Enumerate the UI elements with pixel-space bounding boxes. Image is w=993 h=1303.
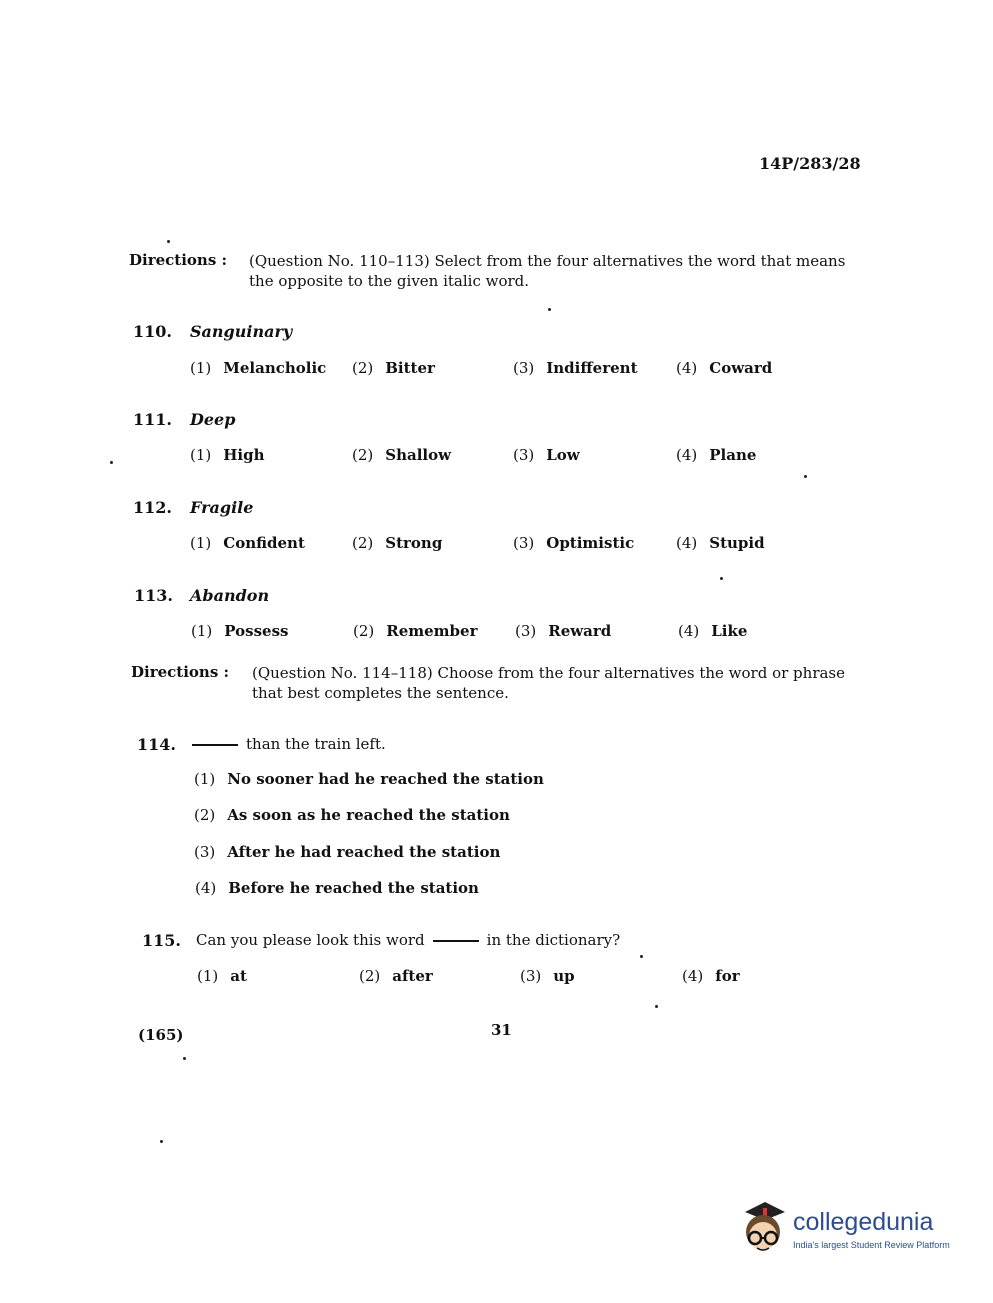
option[interactable]: [194, 806, 510, 824]
option-text: Plane: [709, 446, 757, 464]
answer-blank: [433, 940, 479, 942]
option-text: Stupid: [709, 534, 765, 552]
option[interactable]: [676, 359, 772, 377]
question-word: Fragile: [190, 498, 254, 517]
option-number: (4): [195, 879, 217, 897]
answer-blank: [192, 744, 238, 746]
option-text: for: [715, 967, 740, 985]
stem-text-before: Can you please look this word: [196, 931, 425, 949]
option-text: No sooner had he reached the station: [227, 770, 544, 788]
option-number: (1): [194, 770, 216, 788]
option-number: (2): [353, 622, 375, 640]
page-number: 31: [491, 1021, 512, 1039]
paper-code: 14P/283/28: [759, 154, 861, 173]
option-text: Optimistic: [546, 534, 635, 552]
directions-text-2: (Question No. 114–118) Choose from the four alternatives the word or phrase that best completes the sentence.: [252, 664, 846, 702]
option[interactable]: [676, 534, 765, 552]
collegedunia-logo: [735, 1198, 965, 1258]
option-number: (3): [515, 622, 537, 640]
option[interactable]: [513, 359, 638, 377]
option-number: (1): [190, 534, 212, 552]
option[interactable]: [190, 446, 265, 464]
question-number: 112.: [133, 498, 172, 517]
question-number: 113.: [134, 586, 173, 605]
scan-speck: [548, 308, 551, 311]
question-word: Sanguinary: [190, 322, 293, 341]
question-number: 114.: [137, 735, 176, 754]
option-number: (1): [197, 967, 219, 985]
option[interactable]: [352, 534, 442, 552]
question-stem: [196, 931, 620, 949]
question-number: 115.: [142, 931, 181, 950]
option-number: (3): [513, 534, 535, 552]
option-text: Possess: [224, 622, 289, 640]
option[interactable]: [513, 446, 580, 464]
option[interactable]: [682, 967, 740, 985]
scan-speck: [160, 1140, 163, 1143]
scan-speck: [110, 461, 113, 464]
option-text: Like: [711, 622, 748, 640]
scan-speck: [804, 475, 807, 478]
option-text: After he had reached the station: [227, 843, 501, 861]
option-number: (2): [194, 806, 216, 824]
option-number: (4): [682, 967, 704, 985]
directions-label-1: Directions :: [129, 251, 228, 269]
option-text: Remember: [386, 622, 478, 640]
option[interactable]: [190, 359, 326, 377]
scan-speck: [640, 955, 643, 958]
option[interactable]: [515, 622, 611, 640]
option-number: (1): [191, 622, 213, 640]
option-number: (2): [352, 446, 374, 464]
option-number: (3): [513, 446, 535, 464]
question-number: 110.: [133, 322, 172, 341]
option[interactable]: [190, 534, 305, 552]
option-text: Melancholic: [223, 359, 327, 377]
directions-label-2: Directions :: [131, 663, 230, 681]
logo-name: collegedunia: [793, 1208, 934, 1236]
scan-speck: [720, 577, 723, 580]
option-text: Before he reached the station: [228, 879, 479, 897]
scan-speck: [655, 1005, 658, 1008]
option-text: after: [392, 967, 433, 985]
option[interactable]: [191, 622, 288, 640]
option-text: Reward: [548, 622, 612, 640]
scan-speck: [167, 240, 170, 243]
option-number: (3): [520, 967, 542, 985]
option-text: Coward: [709, 359, 773, 377]
option[interactable]: [194, 843, 500, 861]
option[interactable]: [520, 967, 575, 985]
option-number: (4): [676, 446, 698, 464]
option-number: (1): [190, 359, 212, 377]
option-text: High: [223, 446, 265, 464]
option-number: (1): [190, 446, 212, 464]
option-number: (2): [352, 534, 374, 552]
scan-speck: [183, 1057, 186, 1060]
option[interactable]: [194, 770, 544, 788]
option-number: (4): [676, 534, 698, 552]
option[interactable]: [359, 967, 433, 985]
option-text: Bitter: [385, 359, 435, 377]
option-text: Indifferent: [546, 359, 638, 377]
question-stem: [192, 735, 386, 753]
option[interactable]: [676, 446, 756, 464]
option-text: As soon as he reached the station: [227, 806, 510, 824]
question-word: Abandon: [190, 586, 270, 605]
directions-text-1: (Question No. 110–113) Select from the four alternatives the word that means the opposite to the given italic word.: [249, 252, 846, 290]
option-text: at: [230, 967, 247, 985]
option-number: (4): [676, 359, 698, 377]
logo-tagline: India's largest Student Review Platform: [793, 1240, 950, 1250]
option-text: Low: [546, 446, 580, 464]
option-text: Shallow: [385, 446, 452, 464]
stem-text-after: in the dictionary?: [486, 931, 621, 949]
question-number: 111.: [133, 410, 172, 429]
option-text: Strong: [385, 534, 443, 552]
option-text: Confident: [223, 534, 305, 552]
option-number: (3): [194, 843, 216, 861]
option-number: (3): [513, 359, 535, 377]
option[interactable]: [352, 446, 451, 464]
question-word: Deep: [190, 410, 236, 429]
footer-code: (165): [138, 1026, 184, 1044]
option-number: (2): [359, 967, 381, 985]
option-number: (4): [678, 622, 700, 640]
option-text: up: [553, 967, 575, 985]
option[interactable]: [353, 622, 477, 640]
option[interactable]: [352, 359, 435, 377]
mascot-icon: [735, 1198, 791, 1258]
stem-text: than the train left.: [246, 735, 386, 753]
option[interactable]: [678, 622, 747, 640]
option[interactable]: [197, 967, 247, 985]
option-number: (2): [352, 359, 374, 377]
option[interactable]: [195, 879, 479, 897]
option[interactable]: [513, 534, 634, 552]
